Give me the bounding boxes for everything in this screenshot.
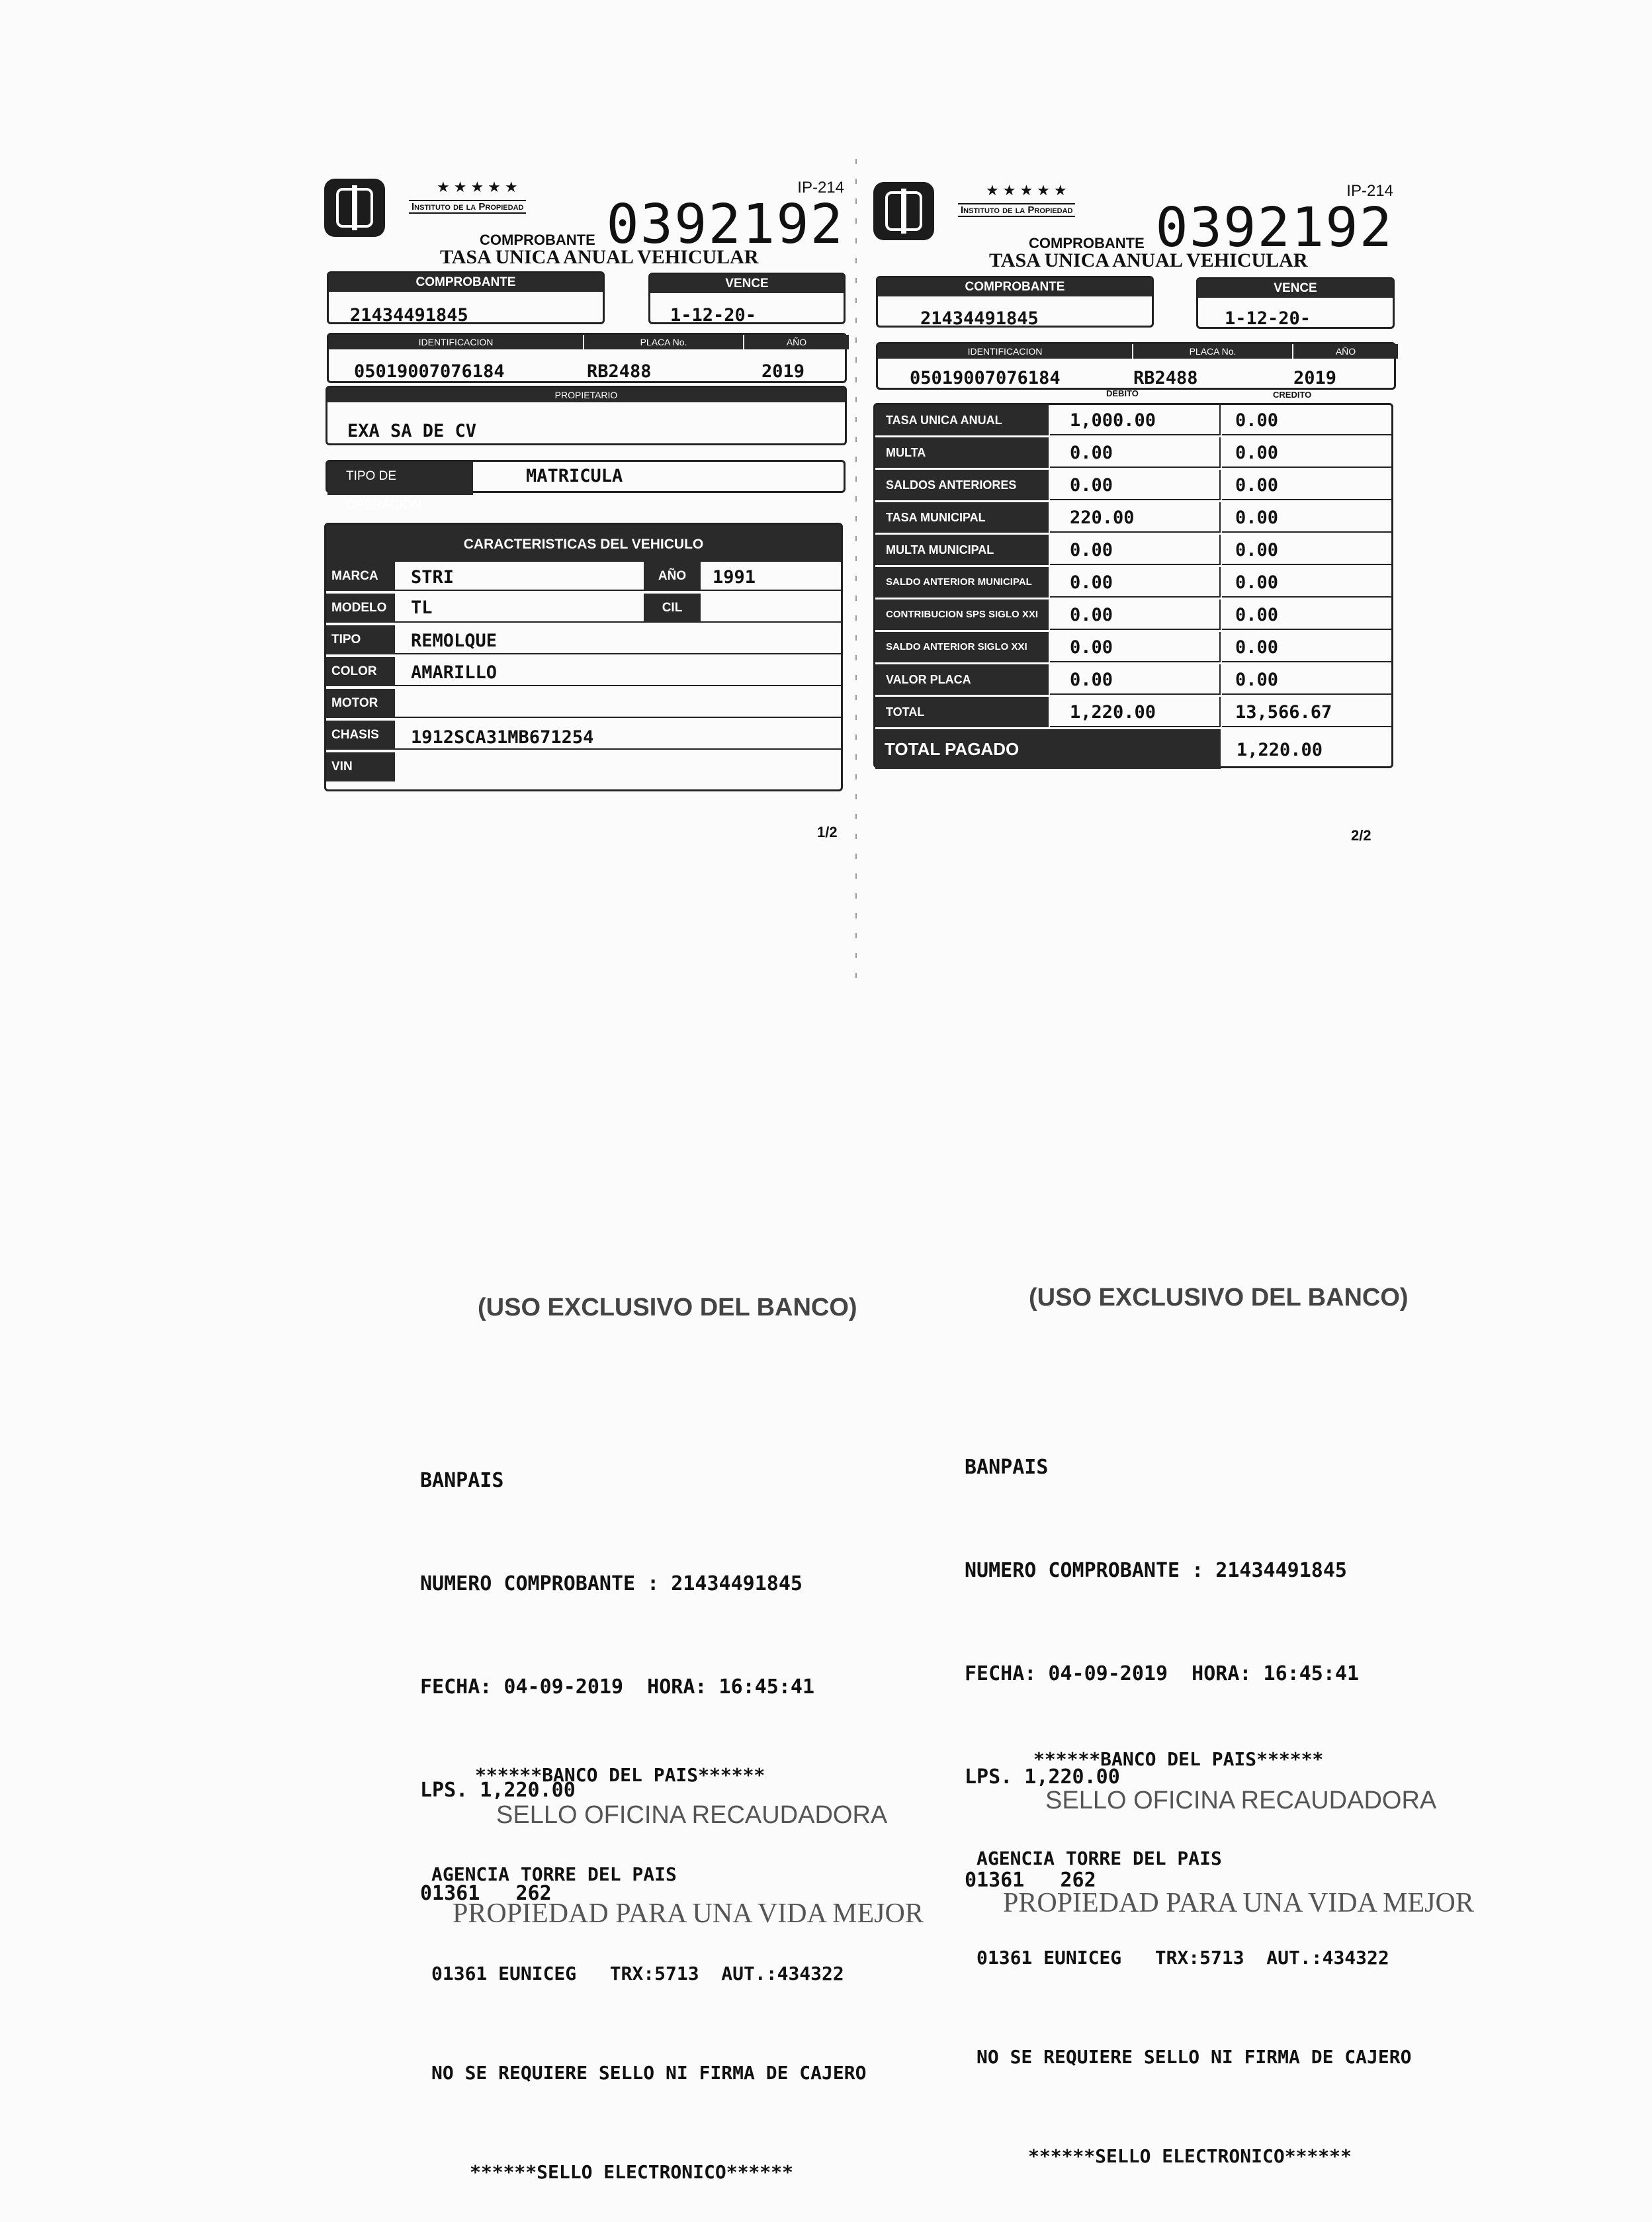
fee-debit-cell — [1050, 470, 1221, 500]
ip-logo-icon — [873, 182, 934, 240]
anio-vehiculo-value: 1991 — [713, 567, 756, 588]
fee-credit-cell — [1222, 664, 1391, 695]
fee-credit-cell — [1222, 600, 1391, 630]
fee-debit: 1,220.00 — [1070, 702, 1156, 723]
folio-number: 0392192 — [606, 193, 844, 256]
stars-icon: ★★★★★ — [986, 182, 1071, 199]
fee-label: MULTA MUNICIPAL — [875, 535, 1049, 565]
fee-label: SALDO ANTERIOR MUNICIPAL — [875, 567, 1049, 598]
fee-credit-cell — [1222, 405, 1391, 435]
motto-left: PROPIEDAD PARA UNA VIDA MEJOR — [453, 1898, 924, 1929]
fee-debit-cell — [1050, 535, 1221, 565]
fee-credit-cell — [1222, 502, 1391, 533]
features-header: CARACTERISTICAS DEL VEHICULO — [326, 525, 841, 562]
fee-debit-cell — [1050, 502, 1221, 533]
bank-line: 01361 262 — [965, 1869, 1096, 1892]
fee-label: SALDO ANTERIOR SIGLO XXI — [875, 632, 1049, 662]
receipt-title: TASA UNICA ANUAL VEHICULAR — [989, 249, 1308, 271]
placa-value: RB2488 — [1133, 368, 1198, 388]
fee-credit: 0.00 — [1235, 670, 1279, 690]
fee-credit-cell — [1222, 697, 1391, 727]
stars-icon: ★★★★★ — [437, 179, 522, 195]
vence-value: 1-12-20- — [670, 305, 757, 326]
bank-title-left: (USO EXCLUSIVO DEL BANCO) — [478, 1294, 857, 1321]
form-code: IP-214 — [1346, 182, 1393, 200]
total-pagado-row: TOTAL PAGADO — [875, 729, 1221, 769]
office-stamp-right: SELLO OFICINA RECAUDADORA — [1045, 1787, 1437, 1814]
tipo-operacion-box: TIPO DE OPERACIÓN MATRICULA — [326, 460, 846, 493]
fee-debit: 0.00 — [1070, 572, 1113, 593]
fee-debit: 0.00 — [1070, 637, 1113, 658]
identificacion-box: IDENTIFICACION PLACA No. AÑO 05019007076184 RB2488 2019 — [327, 333, 847, 383]
comprobante-heading: COMPROBANTE — [1029, 235, 1145, 251]
fee-credit-cell — [1222, 567, 1391, 598]
propietario-box: PROPIETARIO EXA SA DE CV — [326, 386, 847, 445]
fee-debit: 0.00 — [1070, 475, 1113, 496]
vehicle-features-box: CARACTERISTICAS DEL VEHICULO MARCA STRI AÑO 1991 MODELO TL CIL TIPO REMOLQUE COLOR AMARILLO MOTOR CHASIS 1912SCA31MB671254 VIN — [324, 523, 843, 791]
fee-debit: 0.00 — [1070, 540, 1113, 560]
fee-credit-cell — [1222, 437, 1391, 468]
fee-credit-cell — [1222, 535, 1391, 565]
fee-debit-cell — [1050, 405, 1221, 435]
office-stamp-left: SELLO OFICINA RECAUDADORA — [496, 1801, 888, 1829]
marca-value: STRI — [411, 567, 455, 588]
receipt-page-2 — [873, 169, 1403, 844]
fee-debit: 0.00 — [1070, 443, 1113, 463]
comprobante-heading: COMPROBANTE — [480, 232, 595, 248]
bank-stamp-left: ******BANCO DEL PAIS****** AGENCIA TORRE DEL PAIS 01361 EUNICEG TRX:5713 AUT.:434322 NO SE REQUIERE SELLO NI FIRMA DE CAJERO ******SELLO ELECTRONICO****** — [431, 1764, 867, 2183]
fee-debit-cell — [1050, 437, 1221, 468]
fee-debit: 0.00 — [1070, 605, 1113, 625]
comprobante-value: 21434491845 — [350, 305, 468, 326]
bank-line: BANPAIS — [965, 1456, 1049, 1479]
institution-name: Instituto de la Propiedad — [958, 203, 1075, 217]
bank-line: FECHA: 04-09-2019 HORA: 16:45:41 — [420, 1675, 815, 1699]
fee-debit-cell — [1050, 697, 1221, 727]
fee-label: TASA UNICA ANUAL — [875, 405, 1049, 435]
fee-credit: 0.00 — [1235, 605, 1279, 625]
fee-debit-cell — [1050, 664, 1221, 695]
fee-credit: 0.00 — [1235, 443, 1279, 463]
fee-debit: 1,000.00 — [1070, 410, 1156, 431]
credito-label: CREDITO — [1273, 390, 1312, 400]
identificacion-value: 05019007076184 — [354, 361, 505, 382]
vence-value: 1-12-20- — [1225, 308, 1311, 329]
debito-label: DEBITO — [1106, 388, 1139, 398]
comprobante-box: COMPROBANTE 21434491845 — [327, 271, 605, 324]
fee-debit: 220.00 — [1070, 508, 1135, 528]
bank-stamp-right: ******BANCO DEL PAIS****** AGENCIA TORRE DEL PAIS 01361 EUNICEG TRX:5713 AUT.:434322 NO SE REQUIERE SELLO NI FIRMA DE CAJERO ******SELLO ELECTRONICO****** — [977, 1748, 1412, 2167]
modelo-value: TL — [411, 598, 433, 618]
bank-line: LPS. 1,220.00 — [965, 1765, 1120, 1789]
fee-label: CONTRIBUCION SPS SIGLO XXI — [875, 600, 1049, 630]
form-code: IP-214 — [797, 179, 844, 197]
fee-credit-cell — [1222, 632, 1391, 662]
cut-line — [855, 159, 857, 993]
bank-line: NUMERO COMPROBANTE : 21434491845 — [965, 1559, 1347, 1582]
fee-credit: 0.00 — [1235, 637, 1279, 658]
fee-credit: 0.00 — [1235, 475, 1279, 496]
fee-credit: 0.00 — [1235, 540, 1279, 560]
fee-label: TOTAL — [875, 697, 1049, 727]
ano-value: 2019 — [761, 361, 805, 382]
color-value: AMARILLO — [411, 662, 498, 683]
page-number: 1/2 — [817, 824, 838, 840]
bank-line: NUMERO COMPROBANTE : 21434491845 — [420, 1572, 803, 1595]
page-number: 2/2 — [1351, 827, 1371, 844]
fee-label: SALDOS ANTERIORES — [875, 470, 1049, 500]
fee-credit: 0.00 — [1235, 572, 1279, 593]
identificacion-value: 05019007076184 — [910, 368, 1061, 388]
receipt-page-1 — [324, 165, 853, 840]
motto-right: PROPIEDAD PARA UNA VIDA MEJOR — [1003, 1888, 1474, 1918]
fee-label: TASA MUNICIPAL — [875, 502, 1049, 533]
fee-credit: 0.00 — [1235, 410, 1279, 431]
fee-label: MULTA — [875, 437, 1049, 468]
vence-box: VENCE 1-12-20- — [1196, 277, 1395, 329]
fee-credit: 0.00 — [1235, 508, 1279, 528]
fee-debit-cell — [1050, 567, 1221, 598]
fee-credit-cell — [1222, 470, 1391, 500]
fee-debit: 0.00 — [1070, 670, 1113, 690]
placa-value: RB2488 — [587, 361, 652, 382]
fee-label: VALOR PLACA — [875, 664, 1049, 695]
identificacion-box: IDENTIFICACION PLACA No. AÑO 05019007076184 RB2488 2019 — [876, 342, 1396, 390]
fee-debit-cell — [1050, 600, 1221, 630]
bank-line: BANPAIS — [420, 1469, 504, 1492]
folio-number: 0392192 — [1155, 197, 1393, 259]
ano-value: 2019 — [1293, 368, 1337, 388]
comprobante-box: COMPROBANTE 21434491845 — [876, 276, 1154, 328]
propietario-value: EXA SA DE CV — [347, 421, 477, 441]
tipo-value: REMOLQUE — [411, 631, 498, 651]
total-pagado-value: 1,220.00 — [1237, 740, 1323, 760]
fee-debit-cell — [1050, 632, 1221, 662]
fees-table — [873, 403, 1393, 768]
chasis-value: 1912SCA31MB671254 — [411, 727, 594, 748]
bank-line: FECHA: 04-09-2019 HORA: 16:45:41 — [965, 1662, 1360, 1685]
receipt-title: TASA UNICA ANUAL VEHICULAR — [440, 246, 759, 268]
bank-line: 01361 262 — [420, 1882, 552, 1905]
comprobante-value: 21434491845 — [920, 308, 1039, 329]
vence-box: VENCE 1-12-20- — [648, 273, 846, 324]
ip-logo-icon — [324, 179, 385, 237]
institution-name: Instituto de la Propiedad — [409, 200, 526, 214]
fee-credit: 13,566.67 — [1235, 702, 1332, 723]
bank-line: LPS. 1,220.00 — [420, 1779, 576, 1802]
bank-title-right: (USO EXCLUSIVO DEL BANCO) — [1029, 1284, 1409, 1311]
tipo-operacion-value: MATRICULA — [526, 466, 623, 486]
